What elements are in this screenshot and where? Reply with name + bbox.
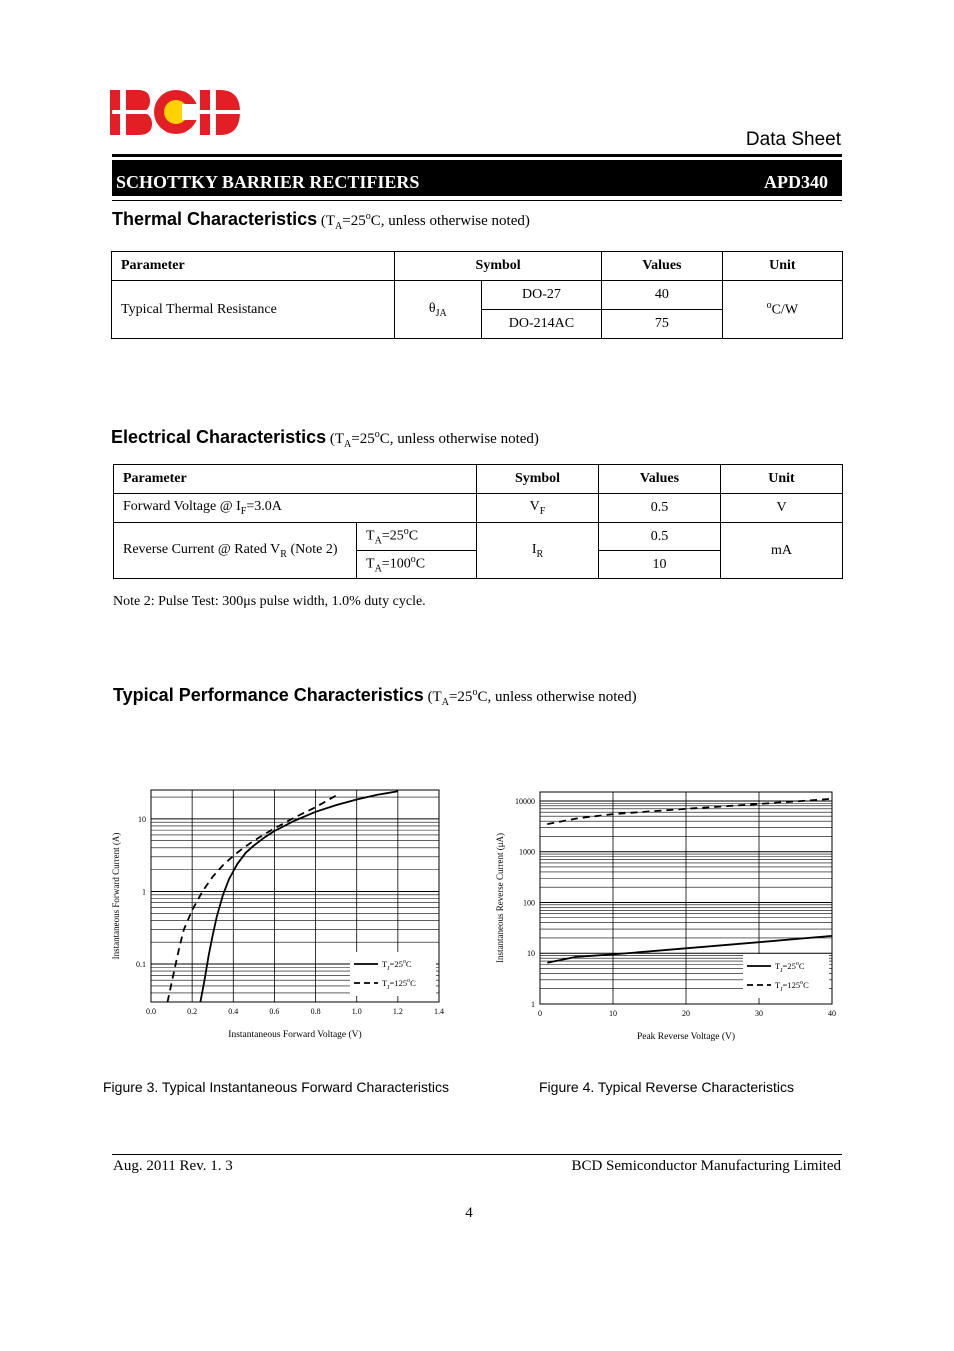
reverse-current-symbol [477, 523, 599, 579]
cond-text: =25 [351, 431, 375, 447]
title-bar [112, 160, 842, 196]
symbol-main: V [529, 499, 540, 515]
col-symbol: Symbol [395, 252, 602, 281]
reverse-current-value-25: 0.5 [599, 523, 721, 551]
cond-sup: o [365, 211, 371, 222]
cond-text: C, unless otherwise noted) [477, 689, 637, 705]
col-unit: Unit [721, 465, 843, 494]
symbol-main: I [531, 541, 537, 557]
y-tick-label: 10000 [515, 796, 535, 806]
param-text: Forward Voltage @ I [123, 499, 241, 515]
performance-section-title [113, 685, 637, 708]
product-family: SCHOTTKY BARRIER RECTIFIERS [116, 172, 420, 192]
electrical-title: Electrical Characteristics [111, 427, 327, 447]
header-rule-thin [112, 200, 842, 201]
x-tick-label: 20 [682, 1009, 690, 1018]
x-tick-label: 0.4 [228, 1007, 239, 1016]
legend-label-part: C [798, 961, 805, 971]
cond-sub: A [335, 221, 343, 232]
x-axis-label: Peak Reverse Voltage (V) [636, 1032, 736, 1042]
cond-text: C [408, 528, 419, 544]
cond-text: (T [320, 213, 336, 229]
thermal-table [111, 251, 843, 339]
cond-text: C, unless otherwise noted) [370, 213, 530, 229]
y-tick-label: 1 [142, 887, 146, 897]
legend-label-part: o [795, 961, 799, 967]
y-tick-label: 1000 [519, 847, 535, 857]
electrical-section-title [111, 427, 539, 450]
header-rule [112, 154, 842, 157]
x-axis-label: Instantaneous Forward Voltage (V) [228, 1030, 362, 1040]
forward-voltage-symbol [477, 494, 599, 523]
cond-text: (T [329, 431, 345, 447]
y-tick-label: 0.1 [136, 960, 146, 970]
thermal-section-title [112, 209, 530, 232]
symbol-sub: JA [435, 307, 447, 319]
part-number: APD340 [764, 172, 828, 192]
legend-label-part: =25 [782, 961, 796, 971]
thermal-unit [722, 281, 842, 339]
x-tick-label: 30 [755, 1009, 763, 1018]
x-tick-label: 0 [538, 1009, 542, 1018]
reverse-current-cond-100 [357, 551, 477, 579]
legend-label-part: =25 [389, 959, 403, 969]
col-symbol: Symbol [477, 465, 599, 494]
legend-label-part: J [387, 966, 390, 972]
y-axis-label: Instantaneous Forward Current (A) [111, 832, 121, 960]
doc-type: Data Sheet [745, 129, 841, 150]
y-tick-label: 10 [527, 949, 535, 959]
legend-label-part: o [407, 978, 411, 984]
legend-label-part: =125 [782, 980, 801, 990]
cond-text: =100 [381, 556, 411, 572]
chart-forward-characteristics [100, 780, 480, 1050]
legend-label-part: o [402, 959, 406, 965]
symbol-sub: F [539, 505, 546, 517]
reverse-current-unit: mA [721, 523, 843, 579]
cond-sub: A [344, 439, 352, 450]
cond-text: =25 [381, 528, 404, 544]
legend-label-part: T [775, 961, 781, 971]
value-do27: 40 [602, 281, 722, 310]
cond-sup: o [374, 429, 380, 440]
param-text: Reverse Current @ Rated V [123, 541, 281, 557]
legend-label-part: o [800, 980, 804, 986]
package-do214ac: DO-214AC [481, 310, 601, 339]
param-text: (Note 2) [286, 541, 338, 557]
x-tick-label: 1.0 [351, 1007, 362, 1016]
forward-voltage-param [114, 494, 477, 523]
footer-date-rev: Aug. 2011 Rev. 1. 3 [113, 1158, 233, 1174]
unit-sup: o [766, 300, 772, 312]
thermal-symbol [395, 281, 482, 339]
thermal-parameter: Typical Thermal Resistance [112, 281, 395, 339]
y-tick-label: 1 [531, 1000, 535, 1009]
legend-label-part: =125 [389, 978, 408, 988]
param-sub: R [280, 548, 287, 560]
reverse-current-cond-25 [357, 523, 477, 551]
cond-text: T [366, 528, 375, 544]
x-tick-label: 0.8 [310, 1007, 321, 1016]
legend-label-part: C [405, 959, 412, 969]
col-parameter: Parameter [112, 252, 395, 281]
cond-text: T [366, 556, 375, 572]
footer-company: BCD Semiconductor Manufacturing Limited [571, 1158, 841, 1174]
figure3-caption: Figure 3. Typical Instantaneous Forward Characteristics [103, 1079, 450, 1095]
cond-sub: A [374, 563, 382, 575]
unit-text: C/W [771, 302, 799, 318]
legend-label-part: J [780, 987, 783, 993]
cond-sup: o [403, 526, 409, 538]
cond-text: =25 [342, 213, 366, 229]
x-tick-label: 1.2 [392, 1007, 403, 1016]
electrical-table [113, 464, 843, 579]
cond-text: =25 [448, 689, 473, 705]
cond-sup: o [472, 687, 478, 698]
forward-voltage-value: 0.5 [599, 494, 721, 523]
cond-text: (T [427, 689, 442, 705]
performance-title: Typical Performance Characteristics [113, 685, 424, 705]
reverse-current-value-100: 10 [599, 551, 721, 579]
chart-reverse-characteristics [490, 780, 850, 1050]
bcd-logo [110, 88, 242, 136]
cond-sub: A [374, 535, 382, 547]
x-tick-label: 40 [828, 1009, 836, 1018]
col-unit: Unit [722, 252, 842, 281]
col-values: Values [599, 465, 721, 494]
figure4-caption: Figure 4. Typical Reverse Characteristics [539, 1079, 794, 1095]
x-tick-label: 10 [609, 1009, 617, 1018]
page-number: 4 [465, 1205, 473, 1221]
legend-label-part: J [387, 985, 390, 991]
x-tick-label: 0.2 [187, 1007, 198, 1016]
reverse-current-param [114, 523, 357, 579]
y-tick-label: 10 [138, 814, 146, 824]
col-values: Values [602, 252, 722, 281]
x-tick-label: 0.6 [269, 1007, 280, 1016]
y-tick-label: 100 [523, 898, 535, 908]
cond-text: C, unless otherwise noted) [379, 431, 539, 447]
col-parameter: Parameter [114, 465, 477, 494]
cond-text: C [415, 556, 426, 572]
cond-sub: A [441, 697, 449, 708]
param-text: =3.0A [246, 499, 282, 515]
thermal-title: Thermal Characteristics [112, 209, 318, 229]
value-do214ac: 75 [602, 310, 722, 339]
symbol-sub: R [536, 548, 544, 560]
y-axis-label: Instantaneous Reverse Current (μA) [495, 832, 505, 964]
x-tick-label: 1.4 [434, 1007, 444, 1016]
note-pulse-test: Note 2: Pulse Test: 300μs pulse width, 1.0% duty cycle. [113, 594, 426, 609]
param-sub: F [240, 505, 247, 517]
x-tick-label: 0.0 [146, 1007, 156, 1016]
legend-label-part: T [382, 959, 388, 969]
legend-label-part: C [410, 978, 416, 988]
legend-label-part: T [382, 978, 388, 988]
forward-voltage-unit: V [721, 494, 843, 523]
cond-sup: o [410, 554, 416, 566]
legend-label-part: J [780, 968, 783, 974]
legend-label-part: T [775, 980, 781, 990]
package-do27: DO-27 [481, 281, 601, 310]
footer-rule [112, 1154, 842, 1155]
legend-label-part: C [803, 980, 809, 990]
symbol-main: θ [428, 300, 436, 316]
